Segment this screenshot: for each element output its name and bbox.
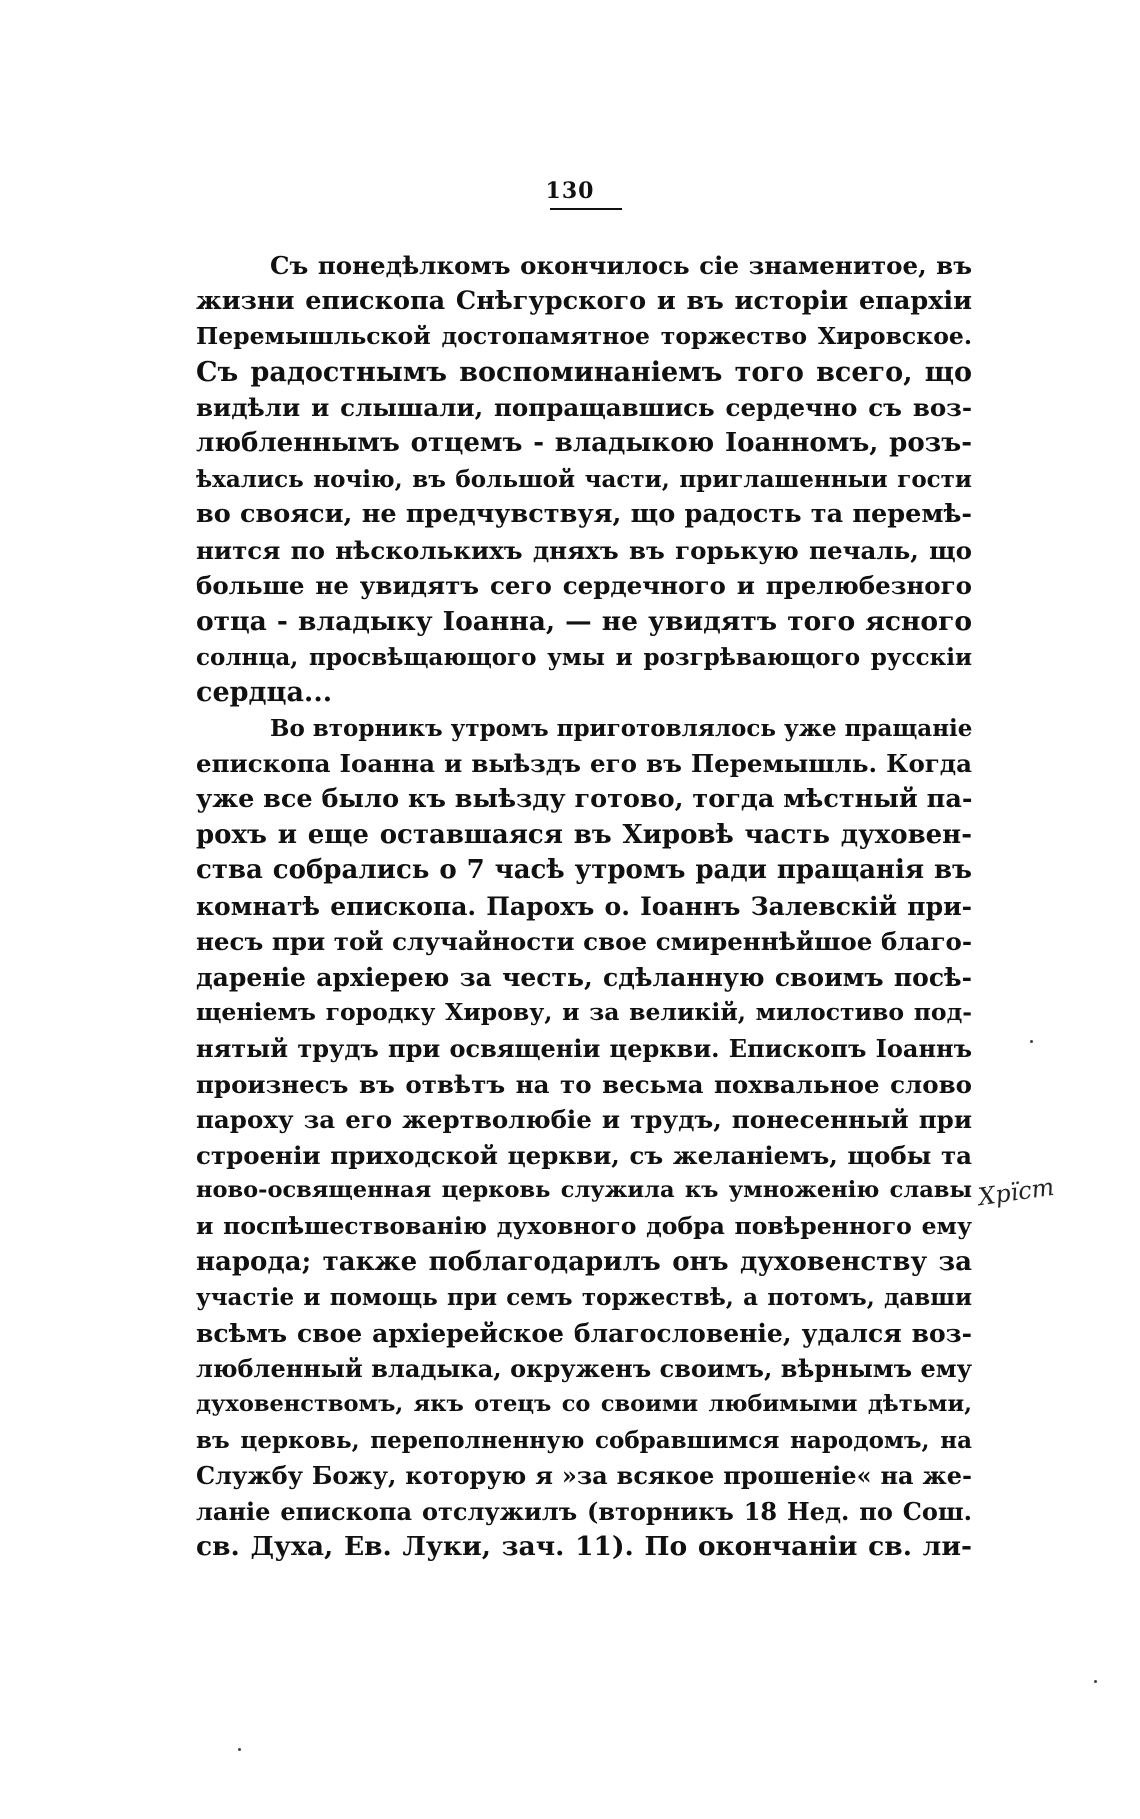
text-line: духовенствомъ, якъ отецъ со своими любимыми дѣтьми, bbox=[196, 1391, 972, 1417]
text-line: строеніи приходской церкви, съ желаніемъ, щобы та bbox=[196, 1140, 972, 1170]
text-line: видѣли и слышали, попращавшись сердечно съ воз- bbox=[196, 393, 972, 423]
text-line: Службу Божу, которую я »за всякое прошеніе« на же- bbox=[196, 1461, 972, 1491]
text-line: сердца... bbox=[196, 677, 333, 709]
text-line: жизни епископа Снѣгурского и въ исторіи епархіи bbox=[196, 285, 972, 316]
text-line: произнесъ въ отвѣтъ на то весьма похвальное слово bbox=[196, 1069, 972, 1099]
text-line: дареніе архіерею за честь, сдѣланную своимъ посѣ- bbox=[196, 962, 972, 992]
scan-speck bbox=[238, 1748, 241, 1751]
text-line: нится по нѣсколькихъ дняхъ въ горькую печаль, що bbox=[196, 535, 972, 565]
paragraph-2 bbox=[196, 711, 972, 1565]
text-line: отца - владыку Іоанна, — не увидятъ того ясного bbox=[196, 605, 972, 637]
text-line: любленнымъ отцемъ - владыкою Іоанномъ, розъ- bbox=[196, 427, 972, 458]
text-line: ѣхались ночію, въ большой части, приглашенныи гости bbox=[196, 465, 972, 493]
text-line: Перемышльской достопамятное торжество Хировское. bbox=[196, 322, 972, 351]
scan-speck bbox=[1094, 1680, 1097, 1683]
text-line: участіе и помощь при семъ торжествѣ, а потомъ, давши bbox=[196, 1284, 972, 1312]
text-line: нятый трудъ при освященіи церкви. Епископъ Іоаннъ bbox=[196, 1034, 972, 1064]
text-line: всѣмъ свое архіерейское благословеніе, удался воз- bbox=[196, 1318, 972, 1348]
text-line: Съ радостнымъ воспоминаніемъ того всего, що bbox=[196, 356, 972, 388]
text-line: Съ понедѣлкомъ окончилось сіе знаменитое, въ bbox=[270, 251, 972, 280]
text-line: больше не увидятъ сего сердечного и прелюбезного bbox=[196, 571, 972, 601]
handwritten-margin-note: Хрїст bbox=[976, 1172, 1056, 1212]
text-line: уже все было къ выѣзду готово, тогда мѣстный па- bbox=[196, 783, 972, 814]
text-line: несъ при той случайности свое смиреннѣйшое благо- bbox=[196, 927, 972, 957]
text-line: епископа Іоанна и выѣздъ его въ Перемышль. Когда bbox=[196, 749, 972, 779]
text-line: солнца, просвѣщающого умы и розгрѣвающого русскіи bbox=[196, 643, 972, 671]
text-line: и поспѣшествованію духовного добра повѣренного ему bbox=[196, 1212, 972, 1241]
text-line: во свояси, не предчувствуя, що радость та перемѣ- bbox=[196, 499, 972, 530]
paragraph-1 bbox=[196, 248, 972, 711]
page-number-rule bbox=[550, 208, 622, 210]
text-line: рохъ и еще оставшаяся въ Хировѣ часть духовен- bbox=[196, 819, 972, 850]
text-line: ланіе епископа отслужилъ (вторникъ 18 Нед. по Сош. bbox=[196, 1496, 972, 1526]
text-line: св. Духа, Ев. Луки, зач. 11). По окончаніи св. ли- bbox=[196, 1531, 972, 1563]
text-line: любленный владыка, окруженъ своимъ, вѣрнымъ ему bbox=[196, 1354, 972, 1384]
text-line: комнатѣ епископа. Парохъ о. Іоаннъ Залевскій при- bbox=[196, 891, 972, 921]
text-line: народа; также поблагодарилъ онъ духовенству за bbox=[196, 1246, 972, 1277]
text-line: щеніемъ городку Хирову, и за великій, милостиво под- bbox=[196, 998, 972, 1027]
text-line: пароху за его жертволюбіе и трудъ, понесенный при bbox=[196, 1105, 972, 1135]
text-line: въ церковь, переполненную собравшимся народомъ, на bbox=[196, 1426, 972, 1454]
text-line: Во вторникъ утромъ приготовлялось уже пращаніе bbox=[270, 714, 972, 742]
scan-speck bbox=[1030, 1040, 1033, 1043]
text-line: ново-освященная церковь служила къ умноженію славы bbox=[196, 1177, 972, 1204]
page-number: 130 bbox=[545, 178, 595, 204]
body-text bbox=[196, 248, 972, 1565]
text-line: ства собрались о 7 часѣ утромъ ради пращанія въ bbox=[196, 855, 972, 886]
